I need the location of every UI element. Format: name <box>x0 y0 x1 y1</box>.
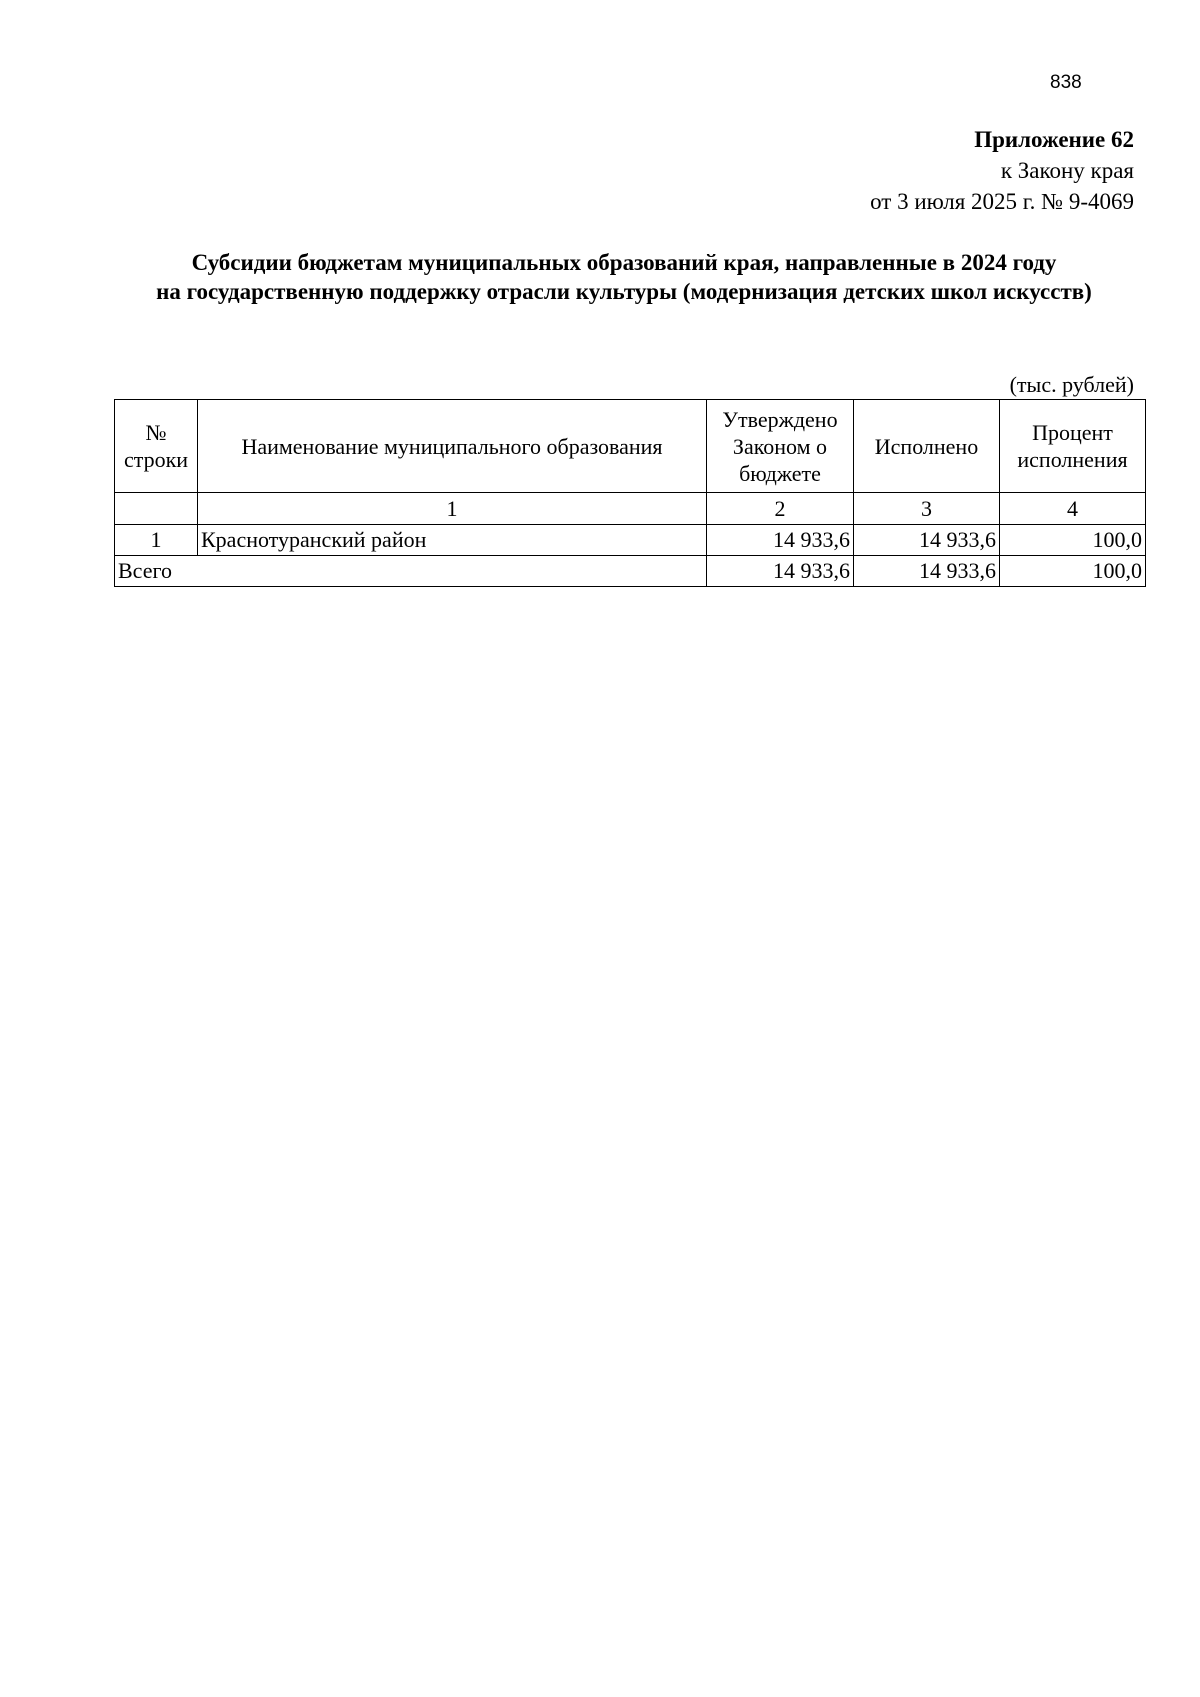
cell-row-number: 1 <box>115 525 198 556</box>
header-municipality-name: Наименование муниципального образования <box>198 400 707 493</box>
table-total-row <box>115 556 1146 587</box>
header-row-number-line-1: № <box>145 420 167 445</box>
header-percent <box>1000 400 1146 493</box>
header-approved <box>707 400 854 493</box>
header-row-number-line-2: строки <box>123 447 189 472</box>
cell-total-executed: 14 933,6 <box>854 556 1000 587</box>
cell-municipality-name: Краснотуранский район <box>198 525 707 556</box>
column-number: 1 <box>198 493 707 525</box>
column-number <box>115 493 198 525</box>
header-approved-line-2: Законом о <box>732 433 828 459</box>
cell-percent: 100,0 <box>1000 525 1146 556</box>
appendix-title: Приложение 62 <box>974 127 1134 152</box>
appendix-date: от 3 июля 2025 г. № 9-4069 <box>870 189 1134 214</box>
column-number: 3 <box>854 493 1000 525</box>
table-header-row <box>115 400 1146 493</box>
units-label: (тыс. рублей) <box>1009 372 1134 397</box>
cell-total-approved: 14 933,6 <box>707 556 854 587</box>
document-title <box>0 248 1200 306</box>
header-executed: Исполнено <box>854 400 1000 493</box>
column-number: 4 <box>1000 493 1146 525</box>
header-percent-line-1: Процент <box>1032 420 1113 445</box>
header-approved-line-1: Утверждено <box>722 406 838 432</box>
column-numbers-row <box>115 493 1146 525</box>
appendix-law-ref: к Закону края <box>1000 158 1134 183</box>
header-percent-line-2: исполнения <box>1017 447 1128 472</box>
subsidies-table <box>114 399 1146 587</box>
document-title-line-1: Субсидии бюджетам муниципальных образований края, направленные в 2024 году <box>191 250 1057 275</box>
page-number: 838 <box>1050 72 1082 93</box>
header-row-number <box>115 400 198 493</box>
appendix-block <box>870 124 1134 217</box>
cell-approved: 14 933,6 <box>707 525 854 556</box>
header-approved-line-3: бюджете <box>739 460 821 486</box>
cell-total-label: Всего <box>115 556 707 587</box>
document-title-line-2: на государственную поддержку отрасли культуры (модернизация детских школ искусств) <box>156 279 1092 304</box>
cell-executed: 14 933,6 <box>854 525 1000 556</box>
cell-total-percent: 100,0 <box>1000 556 1146 587</box>
column-number: 2 <box>707 493 854 525</box>
table-row <box>115 525 1146 556</box>
